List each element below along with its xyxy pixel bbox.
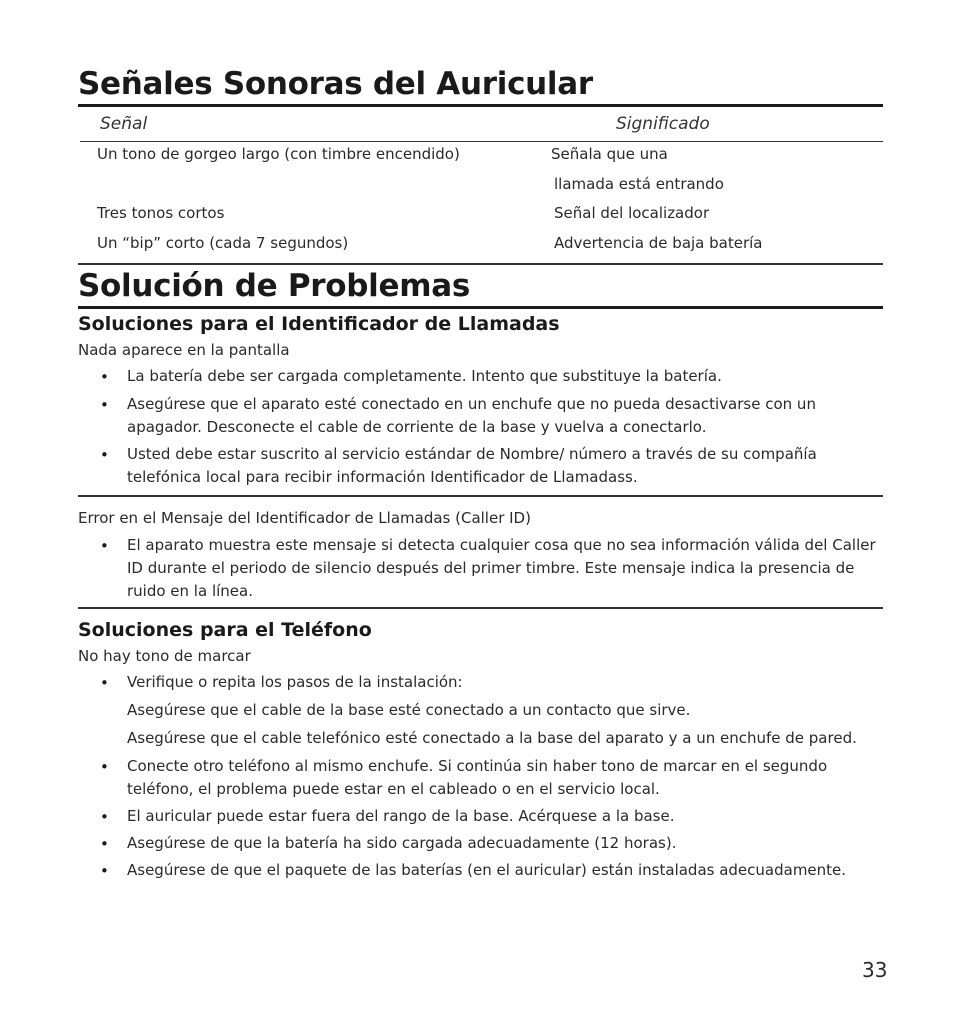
title-rule	[78, 306, 883, 309]
list-subitem: Asegúrese que el cable telefónico esté conectado a la base del aparato y a un enchufe de pared.	[127, 729, 857, 747]
list-item: Usted debe estar suscrito al servicio estándar de Nombre/ número a través de su compañía telefónica local para recibir información Identificador de Llamadass.	[127, 445, 817, 486]
subheading-caller-id: Soluciones para el Identificador de Llamadas	[78, 313, 560, 335]
list-subitem: Asegúrese que el cable de la base esté conectado a un contacto que sirve.	[127, 701, 691, 719]
list-item: El auricular puede estar fuera del rango de la base. Acérquese a la base.	[127, 807, 675, 825]
table-row-meaning: Señal del localizador	[554, 204, 710, 222]
list-item: Asegúrese de que la batería ha sido cargada adecuadamente (12 horas).	[127, 834, 677, 852]
bullet-icon: •	[100, 446, 109, 464]
bullet-icon: •	[100, 758, 109, 776]
bullet-icon: •	[100, 835, 109, 853]
bullet-icon: •	[100, 808, 109, 826]
table-row-signal: Un “bip” corto (cada 7 segundos)	[97, 234, 349, 252]
header-rule	[80, 141, 883, 142]
table-row-meaning: Advertencia de baja batería	[554, 234, 763, 252]
problem-label: Nada aparece en la pantalla	[78, 341, 290, 359]
column-header-meaning: Significado	[616, 114, 710, 134]
title-rule	[78, 104, 883, 107]
subheading-phone: Soluciones para el Teléfono	[78, 619, 372, 641]
problem-label: Error en el Mensaje del Identificador de Llamadas (Caller ID)	[78, 509, 531, 527]
column-header-signal: Señal	[100, 114, 148, 134]
bullet-icon: •	[100, 674, 109, 692]
section-divider	[78, 495, 883, 497]
bullet-icon: •	[100, 368, 109, 386]
table-row-signal: Un tono de gorgeo largo (con timbre encendido)	[97, 145, 460, 163]
list-item: Verifique o repita los pasos de la instalación:	[127, 673, 463, 691]
list-item: La batería debe ser cargada completamente. Intento que substituye la batería.	[127, 367, 722, 385]
section-divider	[78, 607, 883, 609]
table-bottom-rule	[78, 263, 883, 265]
list-item: Conecte otro teléfono al mismo enchufe. Si continúa sin haber tono de marcar en el segundo teléfono, el problema puede estar en el cableado o en el servicio local.	[127, 757, 828, 798]
bullet-icon: •	[100, 862, 109, 880]
page-number: 33	[862, 958, 888, 982]
list-item: Asegúrese que el aparato esté conectado en un enchufe que no pueda desactivarse con un apagador. Desconecte el cable de corriente de la base y vuelva a conectarlo.	[127, 395, 816, 436]
table-row-signal: Tres tonos cortos	[97, 204, 225, 222]
table-row-meaning: Señala que una	[551, 145, 668, 163]
bullet-icon: •	[100, 537, 109, 555]
list-item: Asegúrese de que el paquete de las baterías (en el auricular) están instaladas adecuadamente.	[127, 861, 847, 879]
bullet-icon: •	[100, 396, 109, 414]
list-item: El aparato muestra este mensaje si detecta cualquier cosa que no sea información válida del Caller ID durante el periodo de silencio después del primer timbre. Este mensaje indica la presencia de ruido en la línea.	[127, 536, 876, 600]
problem-label: No hay tono de marcar	[78, 647, 251, 665]
table-row-meaning: llamada está entrando	[554, 175, 724, 193]
section-title-troubleshooting: Solución de Problemas	[78, 268, 471, 304]
section-title-signals: Señales Sonoras del Auricular	[78, 66, 593, 102]
